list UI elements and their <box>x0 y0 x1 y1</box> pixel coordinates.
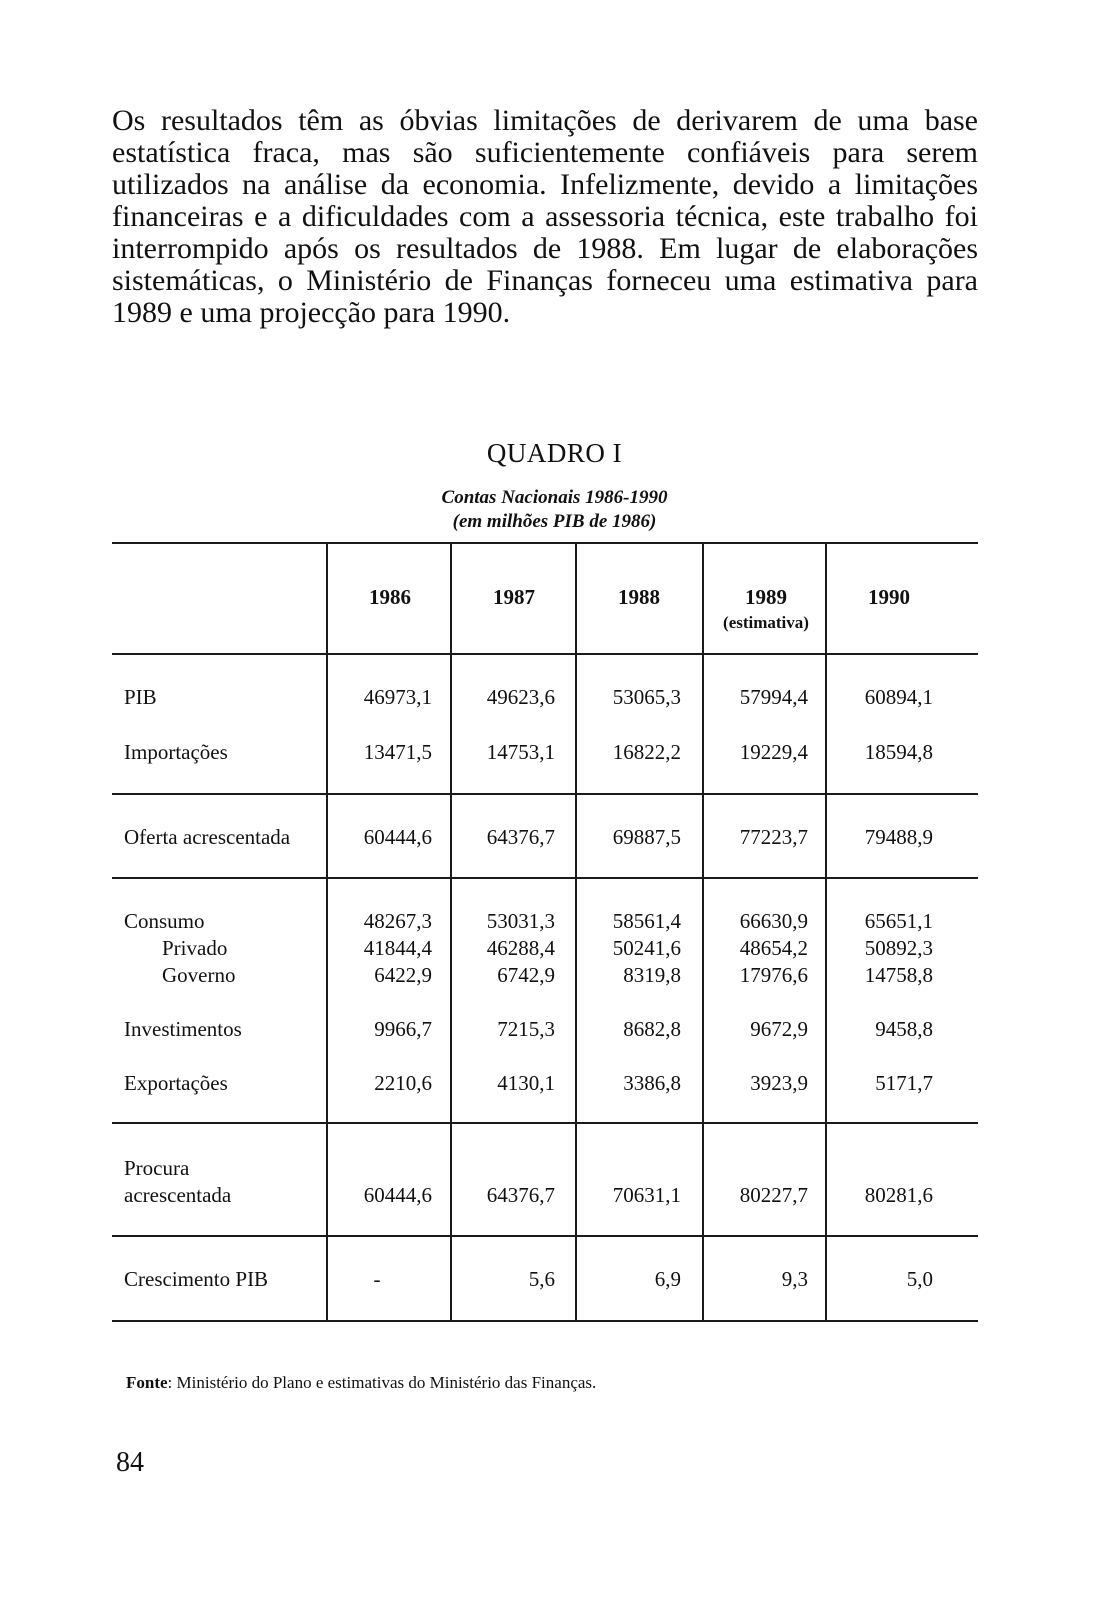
table-cell: 5171,7 <box>875 1071 933 1095</box>
table-cell: 9458,8 <box>875 1017 933 1041</box>
row-label-importacoes: Importações <box>124 740 228 764</box>
row-label-investimentos: Investimentos <box>124 1017 242 1041</box>
table-rule <box>112 653 978 655</box>
table-cell: 4130,1 <box>497 1071 555 1095</box>
table-cell: 60444,6 <box>363 825 432 849</box>
table-cell: 60894,1 <box>864 685 933 709</box>
table-cell: 50241,6 <box>612 936 681 960</box>
table-cell: 7215,3 <box>497 1017 555 1041</box>
table-cell: 6,9 <box>654 1267 681 1291</box>
table-cell: 16822,2 <box>612 740 681 764</box>
table-cell: 9,3 <box>781 1267 808 1291</box>
table-cell: 80281,6 <box>864 1183 933 1207</box>
table-cell: 13471,5 <box>363 740 432 764</box>
table-title: QUADRO I <box>486 438 623 468</box>
table-cell: 18594,8 <box>864 740 933 764</box>
table-cell: - <box>373 1267 381 1291</box>
table-rule <box>112 793 978 795</box>
row-label-pib: PIB <box>124 685 157 709</box>
table-subtitle: Contas Nacionais 1986-1990 <box>441 487 668 508</box>
table-cell: 9672,9 <box>750 1017 808 1041</box>
header-1990: 1990 <box>868 585 910 609</box>
source-label: Fonte <box>126 1373 168 1392</box>
table-cell: 65651,1 <box>864 909 933 933</box>
table-cell: 60444,6 <box>363 1183 432 1207</box>
table-cell: 6422,9 <box>374 963 432 987</box>
table-cell: 41844,4 <box>363 936 432 960</box>
table-cell: 5,6 <box>528 1267 555 1291</box>
table-cell: 77223,7 <box>739 825 808 849</box>
table-cell: 64376,7 <box>486 825 555 849</box>
table-cell: 8319,8 <box>623 963 681 987</box>
table-cell: 53031,3 <box>486 909 555 933</box>
table-cell: 3386,8 <box>623 1071 681 1095</box>
national-accounts-table <box>112 557 978 1353</box>
table-cell: 64376,7 <box>486 1183 555 1207</box>
table-cell: 48654,2 <box>739 936 808 960</box>
table-cell: 69887,5 <box>612 825 681 849</box>
table-cell: 5,0 <box>906 1267 933 1291</box>
table-units: (em milhões PIB de 1986) <box>452 511 657 532</box>
header-1986: 1986 <box>369 585 411 609</box>
table-cell: 8682,8 <box>623 1017 681 1041</box>
page-number: 84 <box>116 1447 144 1478</box>
table-cell: 9966,7 <box>374 1017 432 1041</box>
table-cell: 58561,4 <box>612 909 681 933</box>
table-rule <box>112 877 978 879</box>
header-1988: 1988 <box>618 585 660 609</box>
table-cell: 79488,9 <box>864 825 933 849</box>
table-cell: 14758,8 <box>864 963 933 987</box>
table-cell: 48267,3 <box>363 909 432 933</box>
table-cell: 6742,9 <box>497 963 555 987</box>
row-label-procura-2: acrescentada <box>124 1183 232 1207</box>
table-cell: 14753,1 <box>486 740 555 764</box>
table-rule <box>112 1235 978 1237</box>
table-cell: 2210,6 <box>374 1071 432 1095</box>
row-label-procura: Procura <box>124 1156 190 1180</box>
table-rule <box>112 542 978 544</box>
table-cell: 46288,4 <box>486 936 555 960</box>
source-text: : Ministério do Plano e estimativas do Ministério das Finanças. <box>167 1373 597 1392</box>
table-cell: 50892,3 <box>864 936 933 960</box>
table-cell: 49623,6 <box>486 685 555 709</box>
table-cell: 17976,6 <box>739 963 808 987</box>
body-paragraph: Os resultados têm as óbvias limitações de derivarem de uma base estatística fraca, mas são suficientemente confiáveis para serem utilizados na análise da economia. Infelizmente, devido a limitações financeiras e a dificuldades com a assessoria técnica, este trabalho foi interrompido após os resultados de 1988. Em lugar de elaborações sistemáticas, o Ministério de Finanças forneceu uma estimativa para 1989 e uma projecção para 1990. <box>112 104 978 329</box>
table-cell: 19229,4 <box>739 740 808 764</box>
row-label-privado: Privado <box>162 936 228 960</box>
table-rule <box>112 1320 978 1322</box>
row-label-consumo: Consumo <box>124 909 205 933</box>
table-cell: 53065,3 <box>612 685 681 709</box>
table-cell: 80227,7 <box>739 1183 808 1207</box>
table-source <box>126 1373 596 1393</box>
row-label-exportacoes: Exportações <box>124 1071 228 1095</box>
row-label-governo: Governo <box>162 963 236 987</box>
table-cell: 70631,1 <box>612 1183 681 1207</box>
table-cell: 3923,9 <box>750 1071 808 1095</box>
header-1987: 1987 <box>493 585 535 609</box>
table-rule <box>112 1122 978 1124</box>
header-1989: 1989 <box>745 585 787 609</box>
table-cell: 66630,9 <box>739 909 808 933</box>
table-cell: 57994,4 <box>739 685 808 709</box>
table-cell: 46973,1 <box>363 685 432 709</box>
row-label-crescimento: Crescimento PIB <box>124 1267 269 1291</box>
header-1989-note: (estimativa) <box>723 613 809 632</box>
row-label-oferta: Oferta acrescentada <box>124 825 291 849</box>
